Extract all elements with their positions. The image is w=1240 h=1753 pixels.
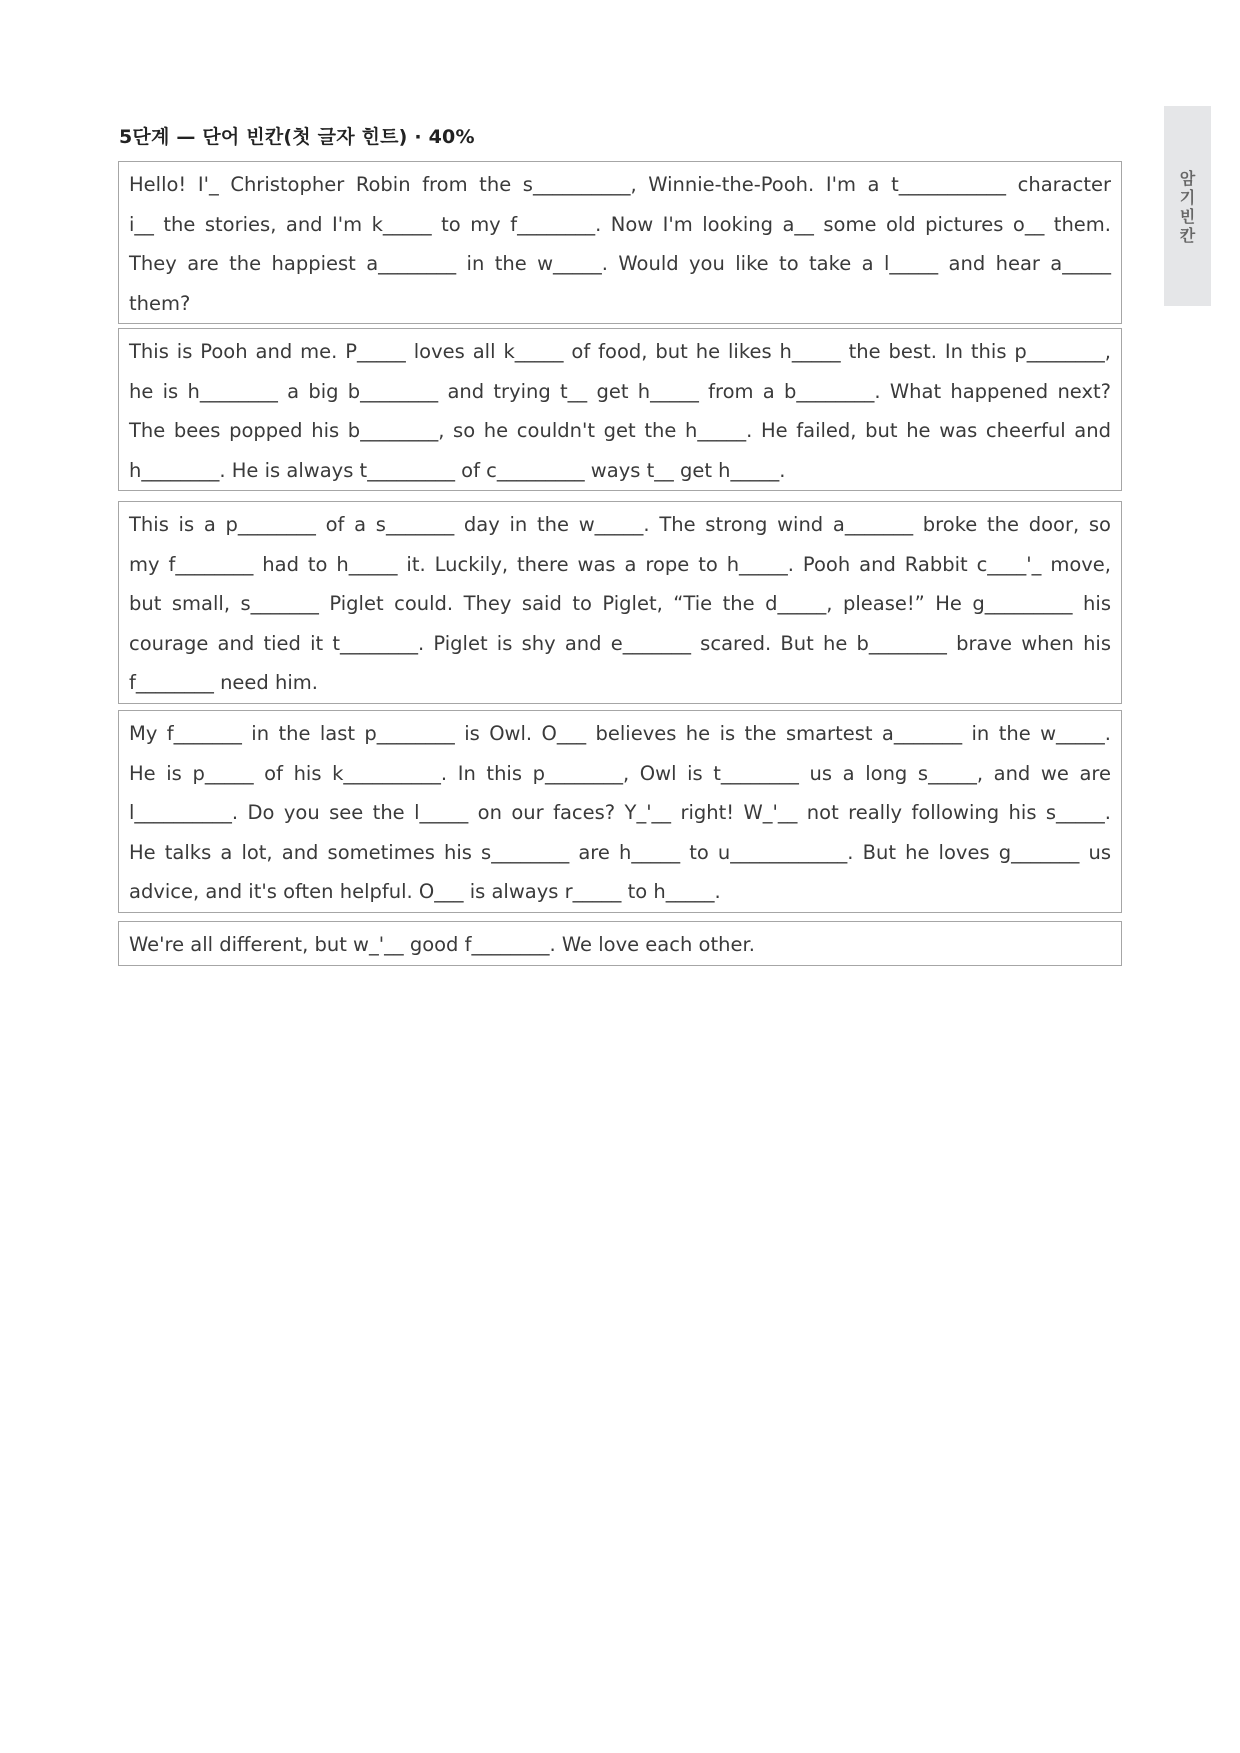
side-tab-char: 암 [1179,169,1196,188]
passage-line: i__ the stories, and I'm k_____ to my f________. Now I'm looking a__ some old pictures o__ them. [129,212,1111,236]
passage-box-2 [118,328,1122,491]
side-tab-char: 기 [1179,188,1196,207]
passage-line: h________. He is always t_________ of c_________ ways t__ get h_____. [129,458,786,482]
passage-line: advice, and it's often helpful. O___ is always r_____ to h_____. [129,880,721,903]
passage-box-1 [118,161,1122,324]
passage-line: Hello! I'_ Christopher Robin from the s__________, Winnie-the-Pooh. I'm a t___________ character [129,173,1111,196]
passage-line: The bees popped his b________, so he couldn't get the h_____. He failed, but he was cheerful and [129,419,1111,442]
passage-line: he is h________ a big b________ and trying t__ get h_____ from a b________. What happened next? [129,379,1111,403]
passage-line: My f_______ in the last p________ is Owl. O___ believes he is the smartest a_______ in the w_____. [129,722,1111,745]
passage-line: They are the happiest a________ in the w_____. Would you like to take a l_____ and hear a_____ [129,252,1111,275]
passage-line: We're all different, but w_'__ good f________. We love each other. [129,933,755,956]
passage-line: my f________ had to h_____ it. Luckily, there was a rope to h_____. Pooh and Rabbit c____'_ move, [129,552,1111,576]
page-title: 5단계 — 단어 빈칸(첫 글자 힌트) · 40% [119,126,475,148]
side-tab-char: 칸 [1179,226,1196,245]
side-tab-char: 빈 [1179,207,1196,226]
passage-box-3 [118,501,1122,704]
passage-box-5 [118,921,1122,966]
passage-line: but small, s_______ Piglet could. They said to Piglet, “Tie the d_____, please!” He g_________ his [129,592,1111,615]
passage-line: f________ need him. [129,671,318,694]
passage-line: He is p_____ of his k__________. In this p________, Owl is t________ us a long s_____, and we are [129,761,1111,785]
passage-line: He talks a lot, and sometimes his s________ are h_____ to u____________. But he loves g_______ us [129,840,1111,864]
passage-box-4 [118,710,1122,913]
passage-line: This is a p________ of a s_______ day in the w_____. The strong wind a_______ broke the door, so [129,513,1111,536]
passage-line: l__________. Do you see the l_____ on our faces? Y_'__ right! W_'__ not really following his s_____. [129,801,1111,824]
passage-line: This is Pooh and me. P_____ loves all k_____ of food, but he likes h_____ the best. In this p________, [129,340,1111,363]
passage-line: them? [129,291,191,315]
passage-line: courage and tied it t________. Piglet is shy and e_______ scared. But he b________ brave when his [129,631,1111,655]
side-tab [1164,106,1211,306]
